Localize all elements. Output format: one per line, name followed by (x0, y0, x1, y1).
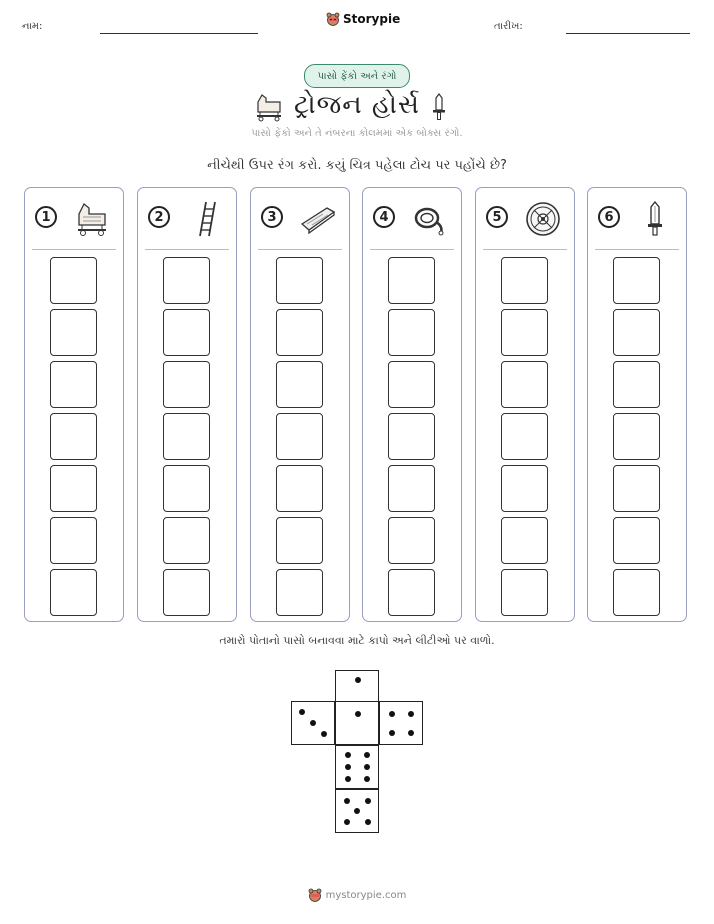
column-5 (475, 187, 575, 622)
footer (0, 888, 714, 902)
color-box[interactable] (388, 257, 435, 304)
trojan-horse-icon (73, 200, 111, 238)
rope-icon (411, 200, 449, 238)
color-box[interactable] (613, 361, 660, 408)
color-box[interactable] (501, 517, 548, 564)
date-label: તારીખ: (494, 21, 523, 32)
cut-instruction: તમારો પોતાનો પાસો બનાવવા માટે કાપો અને લીટીઓ પર વાળો. (219, 634, 495, 647)
die-face-4 (379, 701, 423, 745)
date-line[interactable] (566, 33, 690, 34)
color-box[interactable] (613, 517, 660, 564)
round-shield-icon (524, 200, 562, 238)
column-number: 3 (261, 206, 283, 228)
storypie-mascot-icon (326, 12, 340, 26)
die-face-3 (291, 701, 335, 745)
color-box[interactable] (501, 257, 548, 304)
ladder-icon (186, 200, 224, 238)
color-box[interactable] (388, 309, 435, 356)
color-box[interactable] (50, 517, 97, 564)
instruction-subtitle: પાસો ફેંકો અને તે નંબરના કોલમમાં એક બોક્સ રંગો. (251, 128, 463, 139)
color-box[interactable] (501, 465, 548, 512)
die-face-6 (335, 745, 379, 789)
column-number: 6 (598, 206, 620, 228)
color-box[interactable] (50, 465, 97, 512)
wooden-plank-icon (299, 200, 337, 238)
color-box[interactable] (501, 309, 548, 356)
color-box[interactable] (501, 569, 548, 616)
footer-url[interactable]: mystorypie.com (325, 889, 407, 901)
sword-icon (432, 93, 446, 123)
color-box[interactable] (50, 257, 97, 304)
color-box[interactable] (50, 361, 97, 408)
column-3 (250, 187, 350, 622)
column-number: 4 (373, 206, 395, 228)
color-box[interactable] (50, 569, 97, 616)
brand-name: Storypie (343, 12, 401, 26)
column-2 (137, 187, 237, 622)
sword-icon (636, 200, 674, 238)
column-1 (24, 187, 124, 622)
column-number: 2 (148, 206, 170, 228)
color-box[interactable] (388, 569, 435, 616)
color-box[interactable] (276, 361, 323, 408)
color-box[interactable] (276, 257, 323, 304)
color-box[interactable] (613, 413, 660, 460)
storypie-mascot-icon (308, 888, 322, 902)
color-box[interactable] (388, 465, 435, 512)
die-face-1 (335, 701, 379, 745)
column-6 (587, 187, 687, 622)
activity-pill: પાસો ફેંકો અને રંગો (304, 64, 410, 88)
color-box[interactable] (276, 413, 323, 460)
storypie-logo (326, 12, 400, 26)
color-box[interactable] (163, 257, 210, 304)
color-box[interactable] (50, 413, 97, 460)
column-number: 1 (35, 206, 57, 228)
color-box[interactable] (388, 413, 435, 460)
column-4 (362, 187, 462, 622)
color-box[interactable] (388, 361, 435, 408)
color-box[interactable] (613, 569, 660, 616)
die-face-5 (335, 789, 379, 833)
color-box[interactable] (613, 465, 660, 512)
color-box[interactable] (613, 257, 660, 304)
color-box[interactable] (163, 465, 210, 512)
question-text: નીચેથી ઉપર રંગ કરો. કયું ચિત્ર પહેલા ટોચ પર પહોંચે છે? (207, 158, 507, 173)
color-box[interactable] (613, 309, 660, 356)
color-box[interactable] (163, 517, 210, 564)
color-box[interactable] (163, 309, 210, 356)
color-box[interactable] (163, 569, 210, 616)
color-box[interactable] (276, 309, 323, 356)
color-box[interactable] (501, 361, 548, 408)
color-box[interactable] (163, 413, 210, 460)
color-box[interactable] (163, 361, 210, 408)
color-box[interactable] (276, 569, 323, 616)
color-box[interactable] (276, 465, 323, 512)
color-box[interactable] (501, 413, 548, 460)
color-box[interactable] (388, 517, 435, 564)
page-title: ટ્રોજન હોર્સ (294, 90, 420, 120)
column-number: 5 (486, 206, 508, 228)
color-box[interactable] (276, 517, 323, 564)
name-line[interactable] (100, 33, 258, 34)
color-box[interactable] (50, 309, 97, 356)
name-label: નામ: (22, 21, 43, 32)
